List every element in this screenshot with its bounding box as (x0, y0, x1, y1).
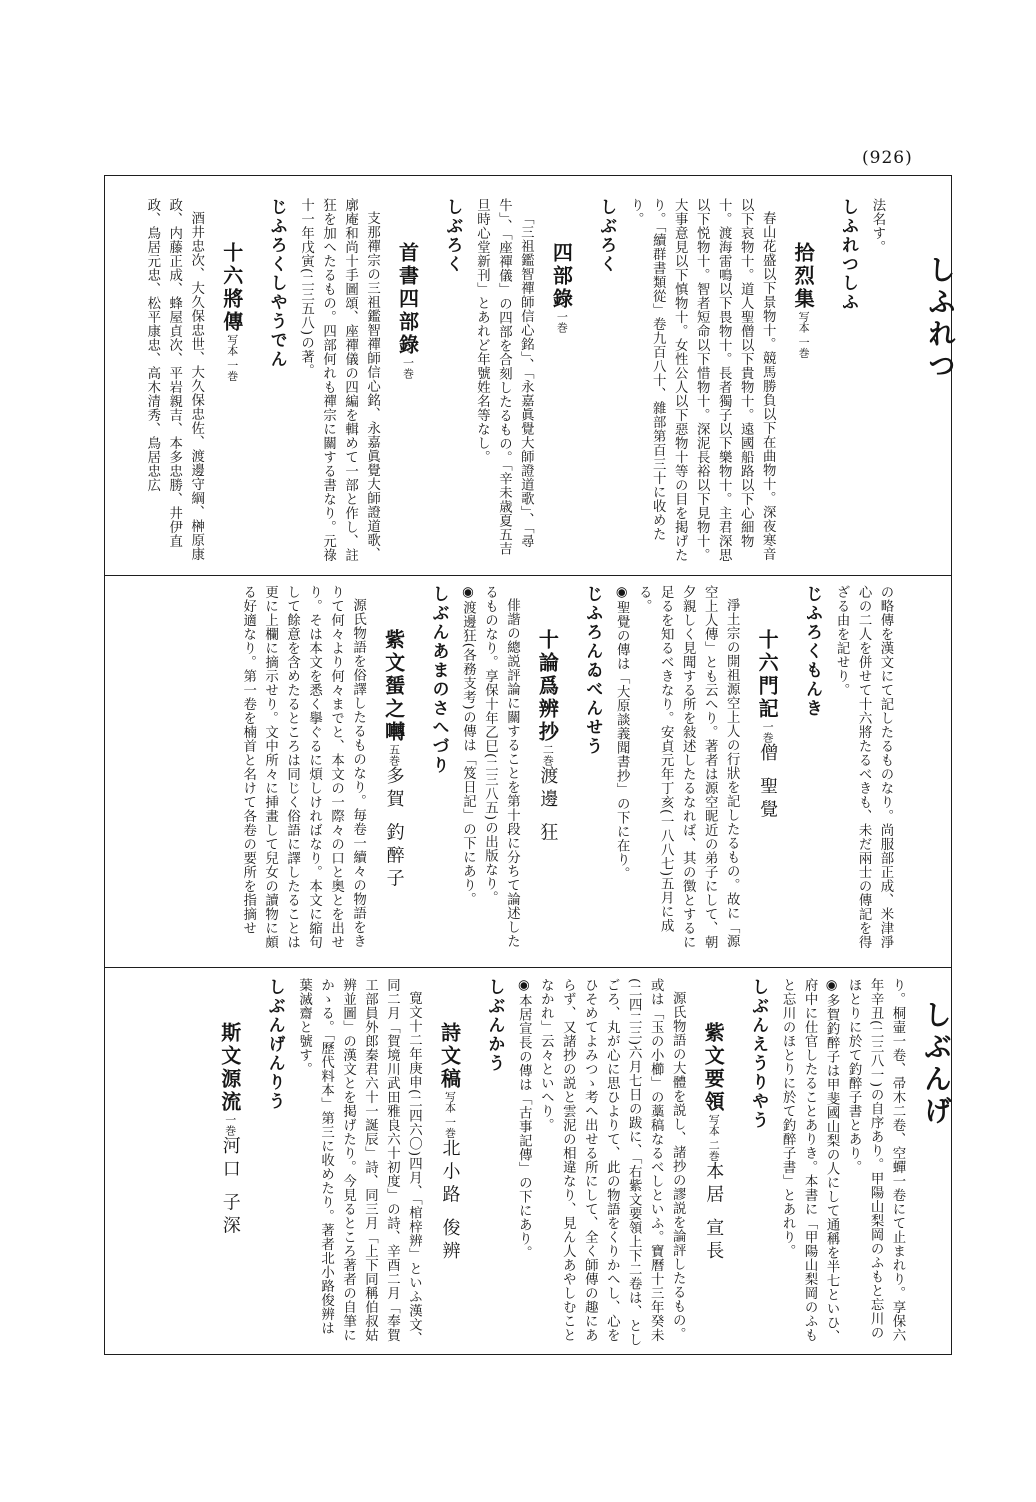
entry-title-text: 十六將傳 (219, 242, 244, 334)
entry-reading: しぶろく (596, 198, 617, 274)
entry-author: 北小路 俊辨 (439, 1138, 461, 1265)
entry-body: 俳諧の總説評論に關することを第十段に分ちて論述したるものなり。享保十年乙巳(二三八五)の出版なり。 (482, 585, 520, 949)
entry-volumes: 写本 二巻 (707, 1114, 721, 1162)
entry-body: 源氏物語を俗譯したるものなり。毎卷一續々の物語をきりて何々より何々までと、本文の一際々の口と奥とを出せり。そは本文を悉く擧ぐるに煩しければなり。本文に縮句して餘意を含めたるところは同じく俗語に譯したることは更に上欄に摘示せり。文中所々に挿畫して兒女の讀物に頗る好適なり。第一卷を楠首と名けて各卷の要所を指摘せ (240, 585, 366, 949)
entry-note: ◉渡邊狂(各務支考)の傳は「笈日記」の下にあり。 (460, 585, 476, 907)
entry-reading: じふろくもんき (802, 585, 823, 718)
entry-title (778, 198, 828, 568)
entry-title (742, 585, 792, 960)
entry-reading: しぶんえうりやう (748, 978, 769, 1130)
entry-body: 春山花盛以下景物十。競馬勝負以下在曲物十。深夜寒音以下哀物十。道人聖僧以下貴物十。遠國船路以下心細物十。渡海雷鳴以下畏物十。長者獨子以下樂物十。主君深思以下悦物十。智者短命以下惜物十。深泥長裕以下見物十。大事意見以下慎物十。女性公人以下惡物十等の目を掲げたり。「續群書類從」卷九百八十、雜部第百三十に收めたり。 (628, 198, 776, 562)
entry-volumes: 写本 一巻 (225, 334, 239, 382)
entry-title (424, 978, 474, 1348)
entry-body: 寛文十二年庚申(二四六〇)四月、「棺梓辨」といふ漢文、同二月「賀境川武田雅良六十初度」の詩、辛酉二月「奉賀工部員外郎秦君六十一誕辰」詩、同三月「上下同稱伯叔姑辨並圖」の漢文とを掲げたり。今見るところ著者の自筆にかゝる。「歷代料本」第三に收めたり。著者北小路俊辨は葉滅齋と號す。 (296, 978, 422, 1347)
entry-title (536, 198, 586, 568)
running-head-bottom: しぶんげ (920, 1000, 953, 1128)
entry-note: ◉聖覺の傳は「大原談義聞書抄」の下に在り。 (614, 585, 630, 881)
entry-reading: しぶんげんりう (264, 978, 285, 1111)
entry-title (207, 198, 257, 568)
entry-title (383, 198, 433, 568)
entry-title (205, 978, 255, 1348)
page-number: (926) (862, 148, 913, 168)
entry-volumes: 写本 一巻 (443, 1091, 457, 1139)
band-divider-bottom (104, 967, 952, 968)
entry-reading: しぶんあまのさへづり (428, 585, 449, 775)
band-divider-top (104, 575, 952, 576)
entry-title (522, 585, 572, 960)
continuation-text: 法名す。 (870, 198, 885, 254)
entry-title-text: 拾烈集 (791, 242, 816, 311)
entry-body: 支那禪宗の三祖鑑智禪師信心銘、永嘉眞覺大師證道歌、廓庵和尚十手圖頌、座禪儀の四編を輯めて一部と作し、註狂を加へたるもの。四部何れも禪宗に關する書なり。元祿十一年戊寅(二三五八)の著。 (298, 198, 380, 562)
entry-note: ◉本居宣長の傳は「古事記傳」の下にあり。 (516, 978, 532, 1260)
continuation-text: り。桐壷一卷、帚木二卷、空蟬一卷にて止まれり。享保六年辛丑(二三八一)の自序あり。甲陽山梨岡のふもと忘川のほとりに於て釣醉子書とあり。 (846, 978, 905, 1342)
entry-author: 本居 宣長 (703, 1161, 725, 1265)
entry-title-text: 十論爲辨抄 (535, 629, 560, 744)
entry-body: 「三祖鑑智禪師信心銘」、「永嘉眞覺大師證道歌」、「尋牛」、「座禪儀」の四部を合刻したるもの。「辛未歳夏五吉旦時心堂新刊」とあれど年號姓名等なし。 (474, 198, 534, 556)
entry-author: 僧 聖覺 (757, 743, 779, 823)
entry-title (688, 978, 738, 1348)
text-band-middle (108, 585, 896, 960)
entry-body: 酒井忠次、大久保忠世、大久保忠佐、渡邊守綱、榊原康政、内藤正成、蜂屋貞次、平岩親吉、本多忠勝、井伊直政、鳥居元忠、松平康忠、高木清秀、鳥居忠広 (144, 198, 204, 562)
entry-title-text: 紫文要領 (701, 1022, 726, 1114)
entry-author: 多賀 釣醉子 (383, 766, 405, 892)
running-head-top: しふれつ (924, 255, 957, 383)
entry-volumes: 五巻 (387, 744, 401, 766)
entry-volumes: 一巻 (761, 721, 775, 743)
entry-reading: じふろくしやうでん (266, 198, 287, 369)
entry-volumes: 一巻 (555, 311, 569, 333)
entry-volumes: 一巻 (223, 1114, 237, 1136)
entry-body: 淨土宗の開祖源空上人の行狀を記したるもの。故に「源空上人傳」とも云へり。著者は源空昵近の弟子にして、朝夕親しく見聞する所を敍述したるなれば、其の徴とするに足るを知るべきなり。安貞元年丁亥(一八八七)五月に成る。 (636, 585, 740, 949)
entry-title-text: 四部錄 (549, 242, 574, 311)
entry-reading: じふろんゐべんせう (582, 585, 603, 756)
text-band-bottom (108, 978, 908, 1348)
entry-volumes: 二巻 (541, 744, 555, 766)
entry-volumes: 一巻 (401, 357, 415, 379)
entry-title-text: 首書四部錄 (395, 242, 420, 357)
entry-reading: しふれつしふ (838, 198, 859, 312)
entry-reading: しぶろく (442, 198, 463, 274)
entry-reading: しぶんかう (484, 978, 505, 1073)
entry-title-text: 詩文稿 (437, 1022, 462, 1091)
continuation-text: の略傳を漢文にて記したるものなり。尚服部正成、米津淨心の二人を併せて十六將たるべきも、未だ兩士の傳記を得ざる由を記せり。 (834, 585, 893, 949)
entry-author: 河口 子深 (219, 1136, 241, 1239)
entry-title (369, 585, 419, 960)
entry-author: 渡邊 狂 (537, 766, 559, 846)
entry-title-text: 紫文蜑之囀 (381, 629, 406, 744)
text-band-top (108, 198, 888, 568)
entry-body: 源氏物語の大體を説し、諸抄の謬説を論評したるもの。或は「玉の小櫛」の藁稿なるべしといふ。寶曆十三年癸未(二四二三)六月七日の跋に、「右紫文要領上下二卷は、としごろ、丸が心に思ひよりて、此の物語をくりかへし、心をひそめてよみつゝ考へ出せる所にして、全く師傳の趣にあらず、又諸抄の説と雲泥の相違なり、見ん人あやしむことなかれ」云々といへり。 (538, 978, 686, 1347)
entry-volumes: 写本 一巻 (797, 311, 811, 359)
entry-title-text: 十六門記 (755, 629, 780, 721)
entry-note: ◉多賀釣醉子は甲斐國山梨の人にして通稱を半七といひ、府中に仕官したることありき。本書に「甲陽山梨岡のふもと忘川のほとりに於て釣醉子書」とあれり。 (780, 978, 840, 1344)
entry-title-text: 斯文源流 (217, 1022, 242, 1114)
